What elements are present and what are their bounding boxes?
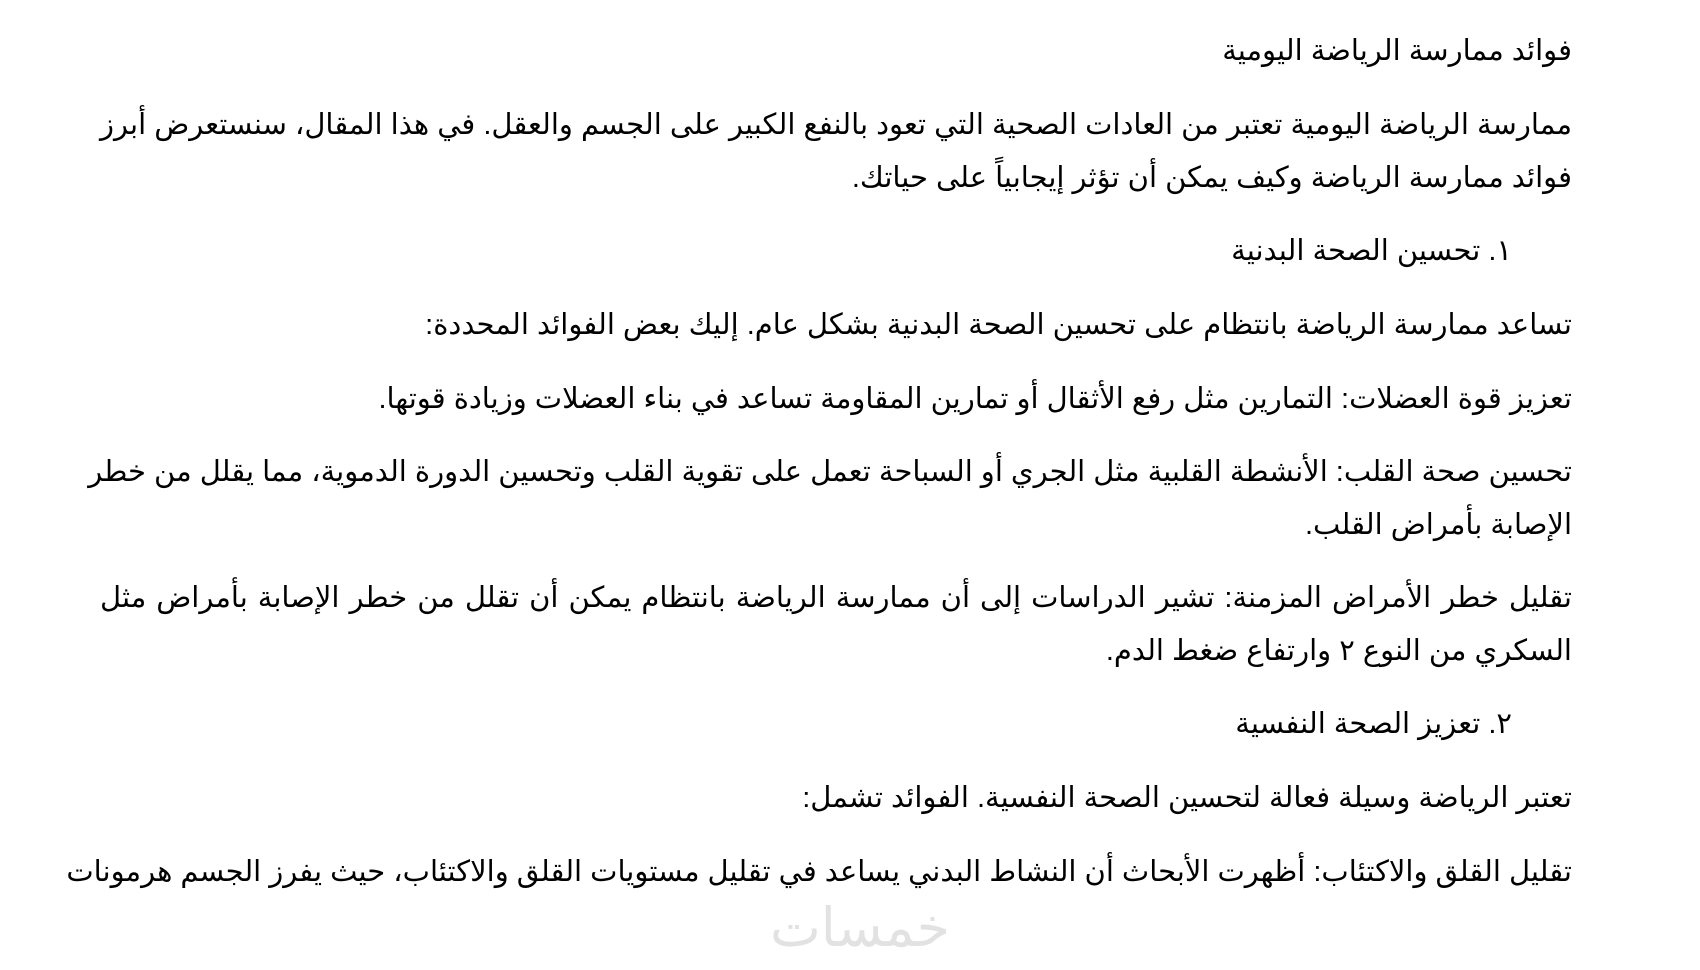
anxiety-paragraph-line-1: تقليل القلق والاكتئاب: أظهرت الأبحاث أن النشاط البدني يساعد في تقليل مستويات القلق والاكتئاب، حيث يفرز الجسم هرمونات xyxy=(66,856,1572,888)
intro-line-2: فوائد ممارسة الرياضة وكيف يمكن أن تؤثر إيجابياً على حياتك. xyxy=(851,162,1572,194)
heart-health-line-2: الإصابة بأمراض القلب. xyxy=(1304,509,1572,541)
intro-line-1: ممارسة الرياضة اليومية تعتبر من العادات الصحية التي تعود بالنفع الكبير على الجسم والعقل. في هذا المقال، سنستعرض أبرز xyxy=(100,109,1572,141)
section-1-heading: ١. تحسين الصحة البدنية xyxy=(1231,235,1512,267)
section-1-lead: تساعد ممارسة الرياضة بانتظام على تحسين الصحة البدنية بشكل عام. إليك بعض الفوائد المحددة: xyxy=(425,309,1572,341)
section-2-lead: تعتبر الرياضة وسيلة فعالة لتحسين الصحة النفسية. الفوائد تشمل: xyxy=(802,782,1572,814)
muscle-strength-paragraph: تعزيز قوة العضلات: التمارين مثل رفع الأثقال أو تمارين المقاومة تساعد في بناء العضلات وزيادة قوتها. xyxy=(378,383,1572,415)
chronic-disease-line-2: السكري من النوع ٢ وارتفاع ضغط الدم. xyxy=(1105,635,1572,667)
heart-health-line-1: تحسين صحة القلب: الأنشطة القلبية مثل الجري أو السباحة تعمل على تقوية القلب وتحسين الدورة الدموية، مما يقلل من خطر xyxy=(88,456,1572,488)
document-title: فوائد ممارسة الرياضة اليومية xyxy=(1222,35,1572,67)
chronic-disease-line-1: تقليل خطر الأمراض المزمنة: تشير الدراسات إلى أن ممارسة الرياضة بانتظام يمكن أن تقلل من خطر الإصابة بأمراض مثل xyxy=(100,582,1572,614)
section-2-heading: ٢. تعزيز الصحة النفسية xyxy=(1235,708,1512,740)
watermark-logo: خمسات xyxy=(769,896,951,959)
